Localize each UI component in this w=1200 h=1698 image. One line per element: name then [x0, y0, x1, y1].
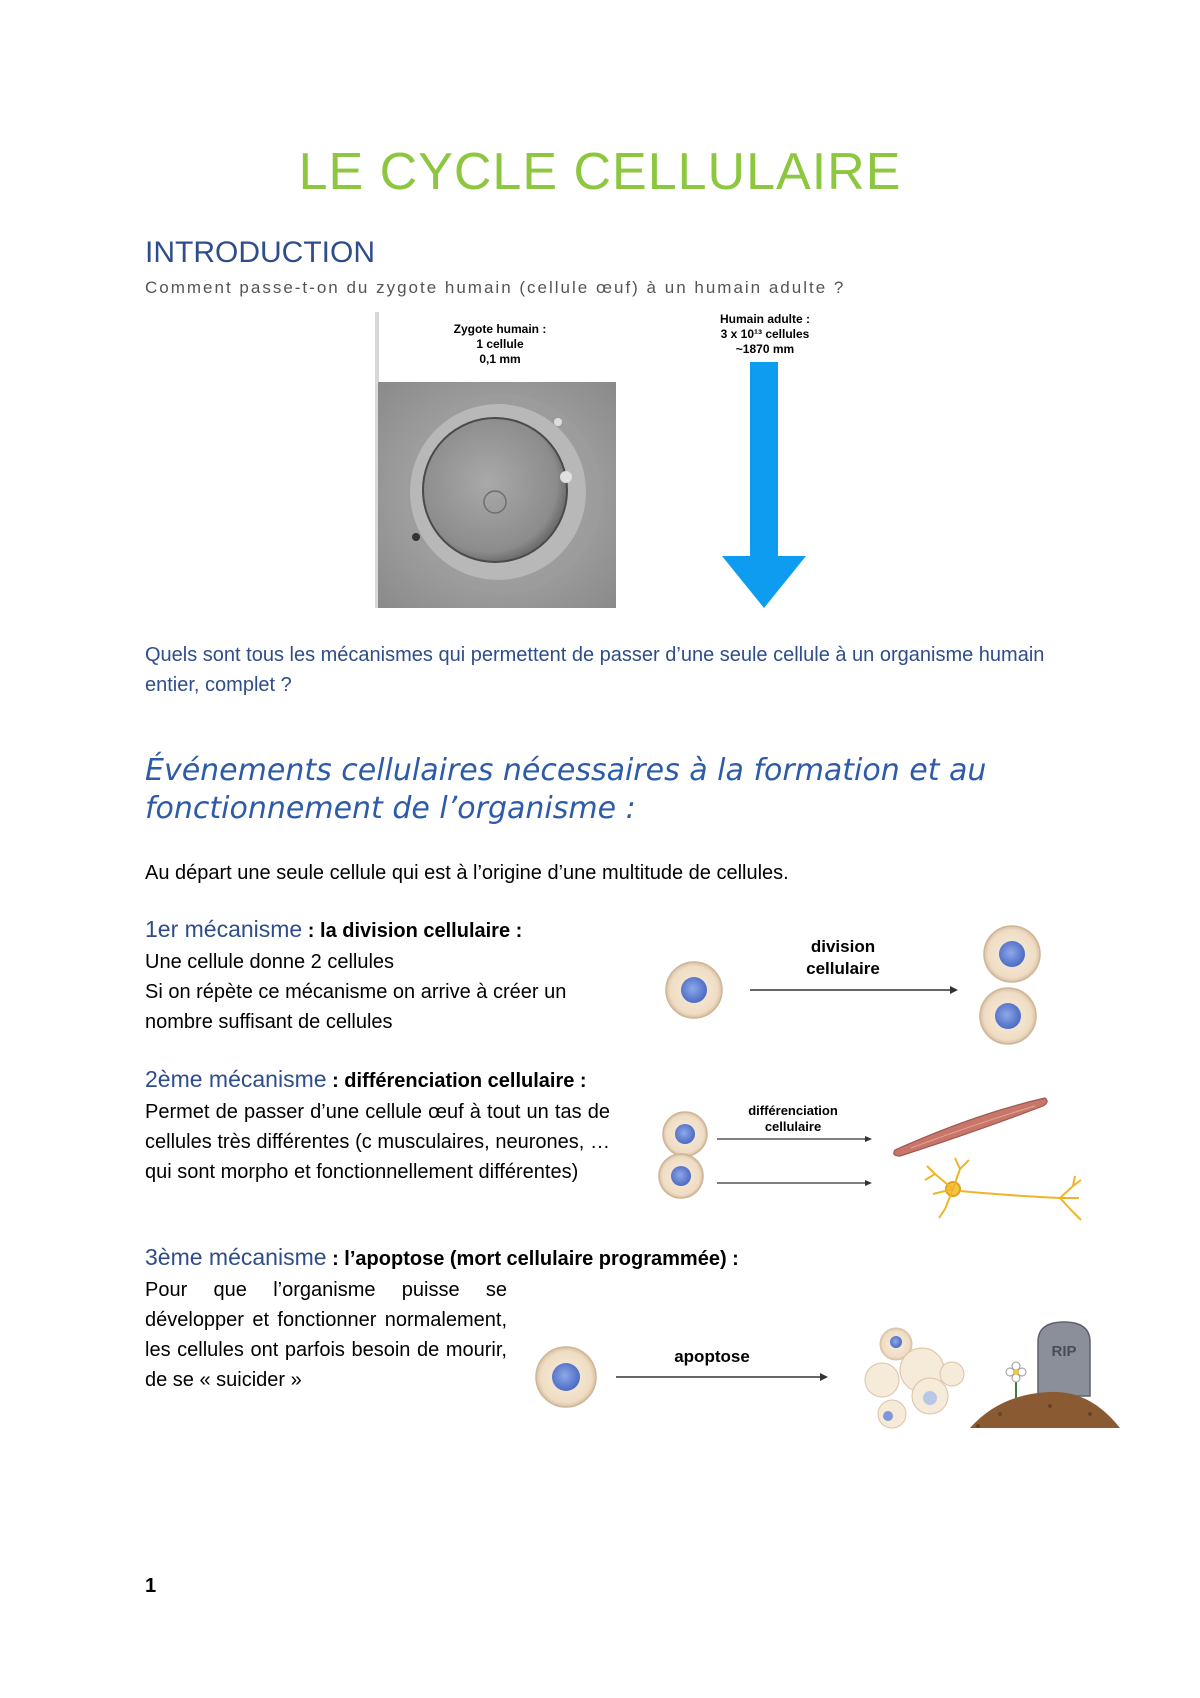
down-arrow-icon: [722, 362, 806, 608]
muscle-cell-icon: [894, 1098, 1047, 1156]
adult-label-line2: 3 x 10¹³ cellules: [720, 327, 810, 341]
main-question: Quels sont tous les mécanismes qui permettent de passer d’une seule cellule à un organisme humain entier, complet ?: [145, 644, 1045, 696]
cell-icon: [663, 1112, 707, 1156]
zygote-label-line2: 1 cellule: [476, 337, 524, 351]
adult-label-line1: Humain adulte :: [719, 312, 811, 326]
cell-icon: [659, 1154, 703, 1198]
flower-icon: [1006, 1362, 1026, 1398]
cell-icon: [984, 926, 1040, 982]
mechanism-3-title: [145, 1244, 739, 1271]
mechanism-3-label: : l’apoptose (mort cellulaire programmée) :: [326, 1248, 739, 1270]
division-label-line2: cellulaire: [806, 959, 880, 978]
mechanism-1-number: 1er mécanisme: [145, 916, 303, 942]
cell-icon: [536, 1347, 596, 1407]
mechanism-1-title: [145, 916, 522, 943]
intro-heading: INTRODUCTION: [145, 236, 375, 269]
mechanism-1-text: [145, 947, 566, 1037]
differentiation-figure: [655, 1094, 1095, 1224]
adult-label-line3: ~1870 mm: [735, 342, 795, 356]
differentiation-label-line1: différenciation: [748, 1103, 838, 1118]
division-label-line1: division: [810, 937, 876, 956]
events-intro: Au départ une seule cellule qui est à l’origine d’une multitude de cellules.: [145, 862, 789, 884]
mechanism-3-number: 3ème mécanisme: [145, 1244, 327, 1270]
mechanism-3-text: Pour que l’organisme puisse se développer et fonctionner normalement, les cellules ont parfois besoin de mourir, de se « suicider »: [145, 1279, 507, 1391]
apoptosis-label: apoptose: [674, 1347, 750, 1366]
zygote-cell: [423, 418, 567, 562]
cell-icon: [666, 962, 722, 1018]
mechanism-1-label: : la division cellulaire :: [302, 920, 523, 942]
cell-icon: [980, 988, 1036, 1044]
zygote-adult-figure: [370, 312, 850, 612]
differentiation-label-line2: cellulaire: [764, 1119, 822, 1134]
mechanism-2-text: Permet de passer d’une cellule œuf à tout un tas de cellules très différentes (c musculaires, neurones, … qui sont morpho et fonctionnellement différentes): [145, 1101, 610, 1183]
page-number: 1: [145, 1575, 157, 1597]
zygote-label-line3: 0,1 mm: [479, 352, 521, 366]
tombstone-rip-text: RIP: [1051, 1343, 1077, 1360]
intro-question: Comment passe-t-on du zygote humain (cellule œuf) à un humain adulte ?: [145, 278, 846, 297]
mechanism-1-line-3: nombre suffisant de cellules: [145, 1011, 393, 1033]
tombstone-icon: [970, 1322, 1120, 1428]
mechanism-1-line-2: Si on répète ce mécanisme on arrive à créer un: [145, 981, 567, 1003]
fragmented-cells-icon: [865, 1328, 964, 1428]
events-heading: Événements cellulaires nécessaires à la formation et au fonctionnement de l’organisme :: [145, 753, 987, 826]
neuron-icon: [925, 1158, 1081, 1220]
mechanism-2-title: [145, 1066, 587, 1093]
page-title: LE CYCLE CELLULAIRE: [298, 143, 902, 201]
mechanism-1-line-1: Une cellule donne 2 cellules: [145, 951, 395, 973]
zygote-label-line1: Zygote humain :: [453, 322, 547, 336]
apoptosis-figure: [530, 1318, 1130, 1438]
mechanism-2-number: 2ème mécanisme: [145, 1066, 327, 1092]
mechanism-2-label: : différenciation cellulaire :: [326, 1070, 587, 1092]
division-figure: [660, 922, 1060, 1052]
